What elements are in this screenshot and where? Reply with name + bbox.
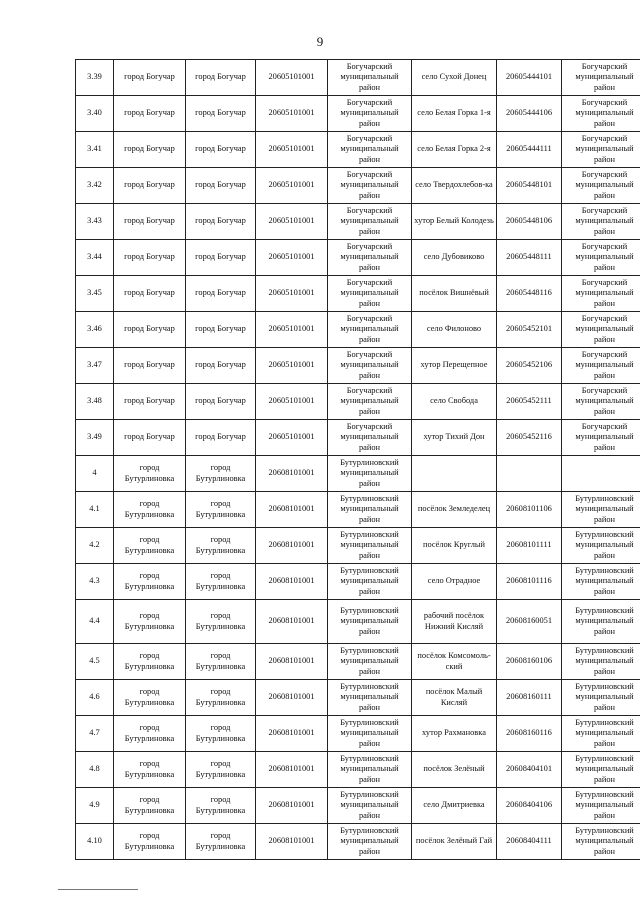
row-number-cell: 4.6 [76,680,114,716]
settlement-district-cell: Богучарский муниципальный район [562,60,640,96]
locality-cell: город Бутурлиновка [186,716,256,752]
district-cell: Богучарский муниципальный район [328,276,412,312]
row-number-cell: 3.43 [76,204,114,240]
locality-cell: город Богучар [186,168,256,204]
settlement-district-cell: Богучарский муниципальный район [562,204,640,240]
locality-cell: город Богучар [186,276,256,312]
settlement-code-cell: 20608101106 [497,492,562,528]
settlement-district-cell: Богучарский муниципальный район [562,384,640,420]
locality-cell: город Богучар [186,132,256,168]
settlements-table [75,59,640,860]
settlement-code-cell: 20605444101 [497,60,562,96]
oktmo-code-cell: 20608101001 [256,824,328,860]
table-row [76,788,640,824]
settlement-code-cell: 20608160116 [497,716,562,752]
settlement-cell: село Отрадное [412,564,497,600]
locality-cell: город Бутурлиновка [186,680,256,716]
settlement-code-cell: 20605448116 [497,276,562,312]
locality-cell: город Богучар [186,240,256,276]
city-cell: город Богучар [114,132,186,168]
district-cell: Богучарский муниципальный район [328,168,412,204]
settlement-district-cell: Бутурлиновский муниципальный район [562,564,640,600]
city-cell: город Богучар [114,240,186,276]
city-cell: город Бутурлиновка [114,528,186,564]
city-cell: город Богучар [114,348,186,384]
oktmo-code-cell: 20605101001 [256,348,328,384]
table-row [76,644,640,680]
oktmo-code-cell: 20605101001 [256,168,328,204]
row-number-cell: 3.41 [76,132,114,168]
locality-cell: город Богучар [186,348,256,384]
oktmo-code-cell: 20605101001 [256,204,328,240]
table-row [76,204,640,240]
table-row [76,824,640,860]
settlement-district-cell: Бутурлиновский муниципальный район [562,752,640,788]
row-number-cell: 3.47 [76,348,114,384]
table-row [76,96,640,132]
table-row [76,492,640,528]
locality-cell: город Бутурлиновка [186,492,256,528]
table-row [76,132,640,168]
city-cell: город Бутурлиновка [114,716,186,752]
oktmo-code-cell: 20608101001 [256,456,328,492]
settlement-cell: рабочий посёлок Нижний Кисляй [412,600,497,644]
row-number-cell: 4.10 [76,824,114,860]
city-cell: город Богучар [114,312,186,348]
row-number-cell: 4 [76,456,114,492]
oktmo-code-cell: 20608101001 [256,644,328,680]
row-number-cell: 4.8 [76,752,114,788]
locality-cell: город Богучар [186,312,256,348]
row-number-cell: 3.46 [76,312,114,348]
district-cell: Бутурлиновский муниципальный район [328,824,412,860]
settlement-district-cell: Богучарский муниципальный район [562,132,640,168]
city-cell: город Богучар [114,204,186,240]
oktmo-code-cell: 20605101001 [256,420,328,456]
district-cell: Богучарский муниципальный район [328,96,412,132]
settlement-district-cell: Бутурлиновский муниципальный район [562,788,640,824]
oktmo-code-cell: 20608101001 [256,492,328,528]
locality-cell: город Бутурлиновка [186,600,256,644]
settlement-code-cell: 20608404101 [497,752,562,788]
district-cell: Бутурлиновский муниципальный район [328,644,412,680]
oktmo-code-cell: 20608101001 [256,716,328,752]
settlement-cell: посёлок Малый Кисляй [412,680,497,716]
city-cell: город Бутурлиновка [114,492,186,528]
settlement-district-cell: Бутурлиновский муниципальный район [562,528,640,564]
locality-cell: город Богучар [186,420,256,456]
city-cell: город Богучар [114,60,186,96]
city-cell: город Богучар [114,384,186,420]
district-cell: Бутурлиновский муниципальный район [328,680,412,716]
district-cell: Богучарский муниципальный район [328,348,412,384]
settlement-cell: село Филоново [412,312,497,348]
city-cell: город Бутурлиновка [114,752,186,788]
settlement-district-cell: Бутурлиновский муниципальный район [562,492,640,528]
table-row [76,312,640,348]
city-cell: город Бутурлиновка [114,600,186,644]
settlement-cell: село Белая Горка 1-я [412,96,497,132]
table-row [76,456,640,492]
locality-cell: город Бутурлиновка [186,528,256,564]
district-cell: Богучарский муниципальный район [328,60,412,96]
locality-cell: город Бутурлиновка [186,644,256,680]
row-number-cell: 4.1 [76,492,114,528]
settlement-code-cell: 20608101116 [497,564,562,600]
settlement-code-cell: 20608404111 [497,824,562,860]
row-number-cell: 4.4 [76,600,114,644]
settlement-district-cell: Бутурлиновский муниципальный район [562,644,640,680]
locality-cell: город Богучар [186,96,256,132]
table-row [76,384,640,420]
row-number-cell: 4.5 [76,644,114,680]
row-number-cell: 3.48 [76,384,114,420]
settlement-cell: село Твердохлебов-ка [412,168,497,204]
settlement-district-cell: Бутурлиновский муниципальный район [562,824,640,860]
settlement-cell: село Свобода [412,384,497,420]
settlement-cell: посёлок Вишнёвый [412,276,497,312]
oktmo-code-cell: 20605101001 [256,312,328,348]
city-cell: город Богучар [114,276,186,312]
oktmo-code-cell: 20605101001 [256,96,328,132]
locality-cell: город Бутурлиновка [186,456,256,492]
table-row [76,680,640,716]
row-number-cell: 3.45 [76,276,114,312]
settlement-code-cell: 20608404106 [497,788,562,824]
city-cell: город Богучар [114,168,186,204]
district-cell: Бутурлиновский муниципальный район [328,788,412,824]
table-row [76,752,640,788]
settlement-cell: посёлок Зелёный [412,752,497,788]
city-cell: город Бутурлиновка [114,456,186,492]
oktmo-code-cell: 20605101001 [256,276,328,312]
district-cell: Богучарский муниципальный район [328,240,412,276]
settlement-code-cell: 20608160111 [497,680,562,716]
settlement-code-cell: 20605444106 [497,96,562,132]
settlement-district-cell: Богучарский муниципальный район [562,420,640,456]
settlement-district-cell: Богучарский муниципальный район [562,312,640,348]
table-row [76,240,640,276]
settlement-district-cell: Бутурлиновский муниципальный район [562,716,640,752]
district-cell: Богучарский муниципальный район [328,384,412,420]
locality-cell: город Богучар [186,384,256,420]
oktmo-code-cell: 20608101001 [256,788,328,824]
district-cell: Бутурлиновский муниципальный район [328,600,412,644]
district-cell: Богучарский муниципальный район [328,204,412,240]
row-number-cell: 3.44 [76,240,114,276]
row-number-cell: 3.42 [76,168,114,204]
settlement-district-cell [562,456,640,492]
city-cell: город Бутурлиновка [114,644,186,680]
row-number-cell: 4.3 [76,564,114,600]
settlement-code-cell [497,456,562,492]
settlement-code-cell: 20605452116 [497,420,562,456]
district-cell: Богучарский муниципальный район [328,132,412,168]
settlement-cell: хутор Перещепное [412,348,497,384]
settlement-district-cell: Богучарский муниципальный район [562,96,640,132]
district-cell: Богучарский муниципальный район [328,420,412,456]
table-row [76,716,640,752]
district-cell: Бутурлиновский муниципальный район [328,528,412,564]
settlement-cell: хутор Белый Колодезь [412,204,497,240]
locality-cell: город Богучар [186,60,256,96]
settlement-code-cell: 20605444111 [497,132,562,168]
table-row [76,60,640,96]
locality-cell: город Бутурлиновка [186,788,256,824]
settlement-cell: село Дубовиково [412,240,497,276]
settlement-district-cell: Богучарский муниципальный район [562,168,640,204]
settlement-code-cell: 20605448106 [497,204,562,240]
city-cell: город Богучар [114,420,186,456]
oktmo-code-cell: 20608101001 [256,680,328,716]
settlement-code-cell: 20605452101 [497,312,562,348]
settlement-code-cell: 20605448101 [497,168,562,204]
locality-cell: город Богучар [186,204,256,240]
settlement-cell: хутор Рахмановка [412,716,497,752]
table-body [76,60,640,860]
district-cell: Бутурлиновский муниципальный район [328,716,412,752]
city-cell: город Бутурлиновка [114,564,186,600]
settlement-code-cell: 20608101111 [497,528,562,564]
settlement-cell [412,456,497,492]
oktmo-code-cell: 20608101001 [256,600,328,644]
row-number-cell: 3.39 [76,60,114,96]
oktmo-code-cell: 20605101001 [256,240,328,276]
settlement-district-cell: Богучарский муниципальный район [562,240,640,276]
city-cell: город Бутурлиновка [114,824,186,860]
table-row [76,528,640,564]
table-row [76,420,640,456]
district-cell: Бутурлиновский муниципальный район [328,564,412,600]
row-number-cell: 4.7 [76,716,114,752]
city-cell: город Богучар [114,96,186,132]
settlement-district-cell: Богучарский муниципальный район [562,276,640,312]
district-cell: Бутурлиновский муниципальный район [328,752,412,788]
settlement-district-cell: Богучарский муниципальный район [562,348,640,384]
locality-cell: город Бутурлиновка [186,824,256,860]
settlement-cell: село Сухой Донец [412,60,497,96]
district-cell: Богучарский муниципальный район [328,312,412,348]
settlement-district-cell: Бутурлиновский муниципальный район [562,600,640,644]
settlement-code-cell: 20608160106 [497,644,562,680]
table-row [76,564,640,600]
locality-cell: город Бутурлиновка [186,752,256,788]
district-cell: Бутурлиновский муниципальный район [328,456,412,492]
settlement-cell: село Дмитриевка [412,788,497,824]
oktmo-code-cell: 20605101001 [256,384,328,420]
district-cell: Бутурлиновский муниципальный район [328,492,412,528]
row-number-cell: 4.2 [76,528,114,564]
table-row [76,168,640,204]
oktmo-code-cell: 20605101001 [256,60,328,96]
settlement-code-cell: 20608160051 [497,600,562,644]
settlement-cell: посёлок Земледелец [412,492,497,528]
settlement-district-cell: Бутурлиновский муниципальный район [562,680,640,716]
settlement-cell: посёлок Круглый [412,528,497,564]
row-number-cell: 3.40 [76,96,114,132]
locality-cell: город Бутурлиновка [186,564,256,600]
settlement-cell: посёлок Комсомоль-ский [412,644,497,680]
oktmo-code-cell: 20608101001 [256,564,328,600]
footer-divider [58,889,138,890]
city-cell: город Бутурлиновка [114,680,186,716]
settlement-code-cell: 20605448111 [497,240,562,276]
row-number-cell: 3.49 [76,420,114,456]
page-number: 9 [316,34,324,49]
settlement-cell: посёлок Зелёный Гай [412,824,497,860]
settlement-cell: село Белая Горка 2-я [412,132,497,168]
oktmo-code-cell: 20608101001 [256,528,328,564]
oktmo-code-cell: 20608101001 [256,752,328,788]
table-row [76,600,640,644]
oktmo-code-cell: 20605101001 [256,132,328,168]
settlement-cell: хутор Тихий Дон [412,420,497,456]
settlement-code-cell: 20605452106 [497,348,562,384]
table-row [76,276,640,312]
city-cell: город Бутурлиновка [114,788,186,824]
settlement-code-cell: 20605452111 [497,384,562,420]
row-number-cell: 4.9 [76,788,114,824]
table-row [76,348,640,384]
